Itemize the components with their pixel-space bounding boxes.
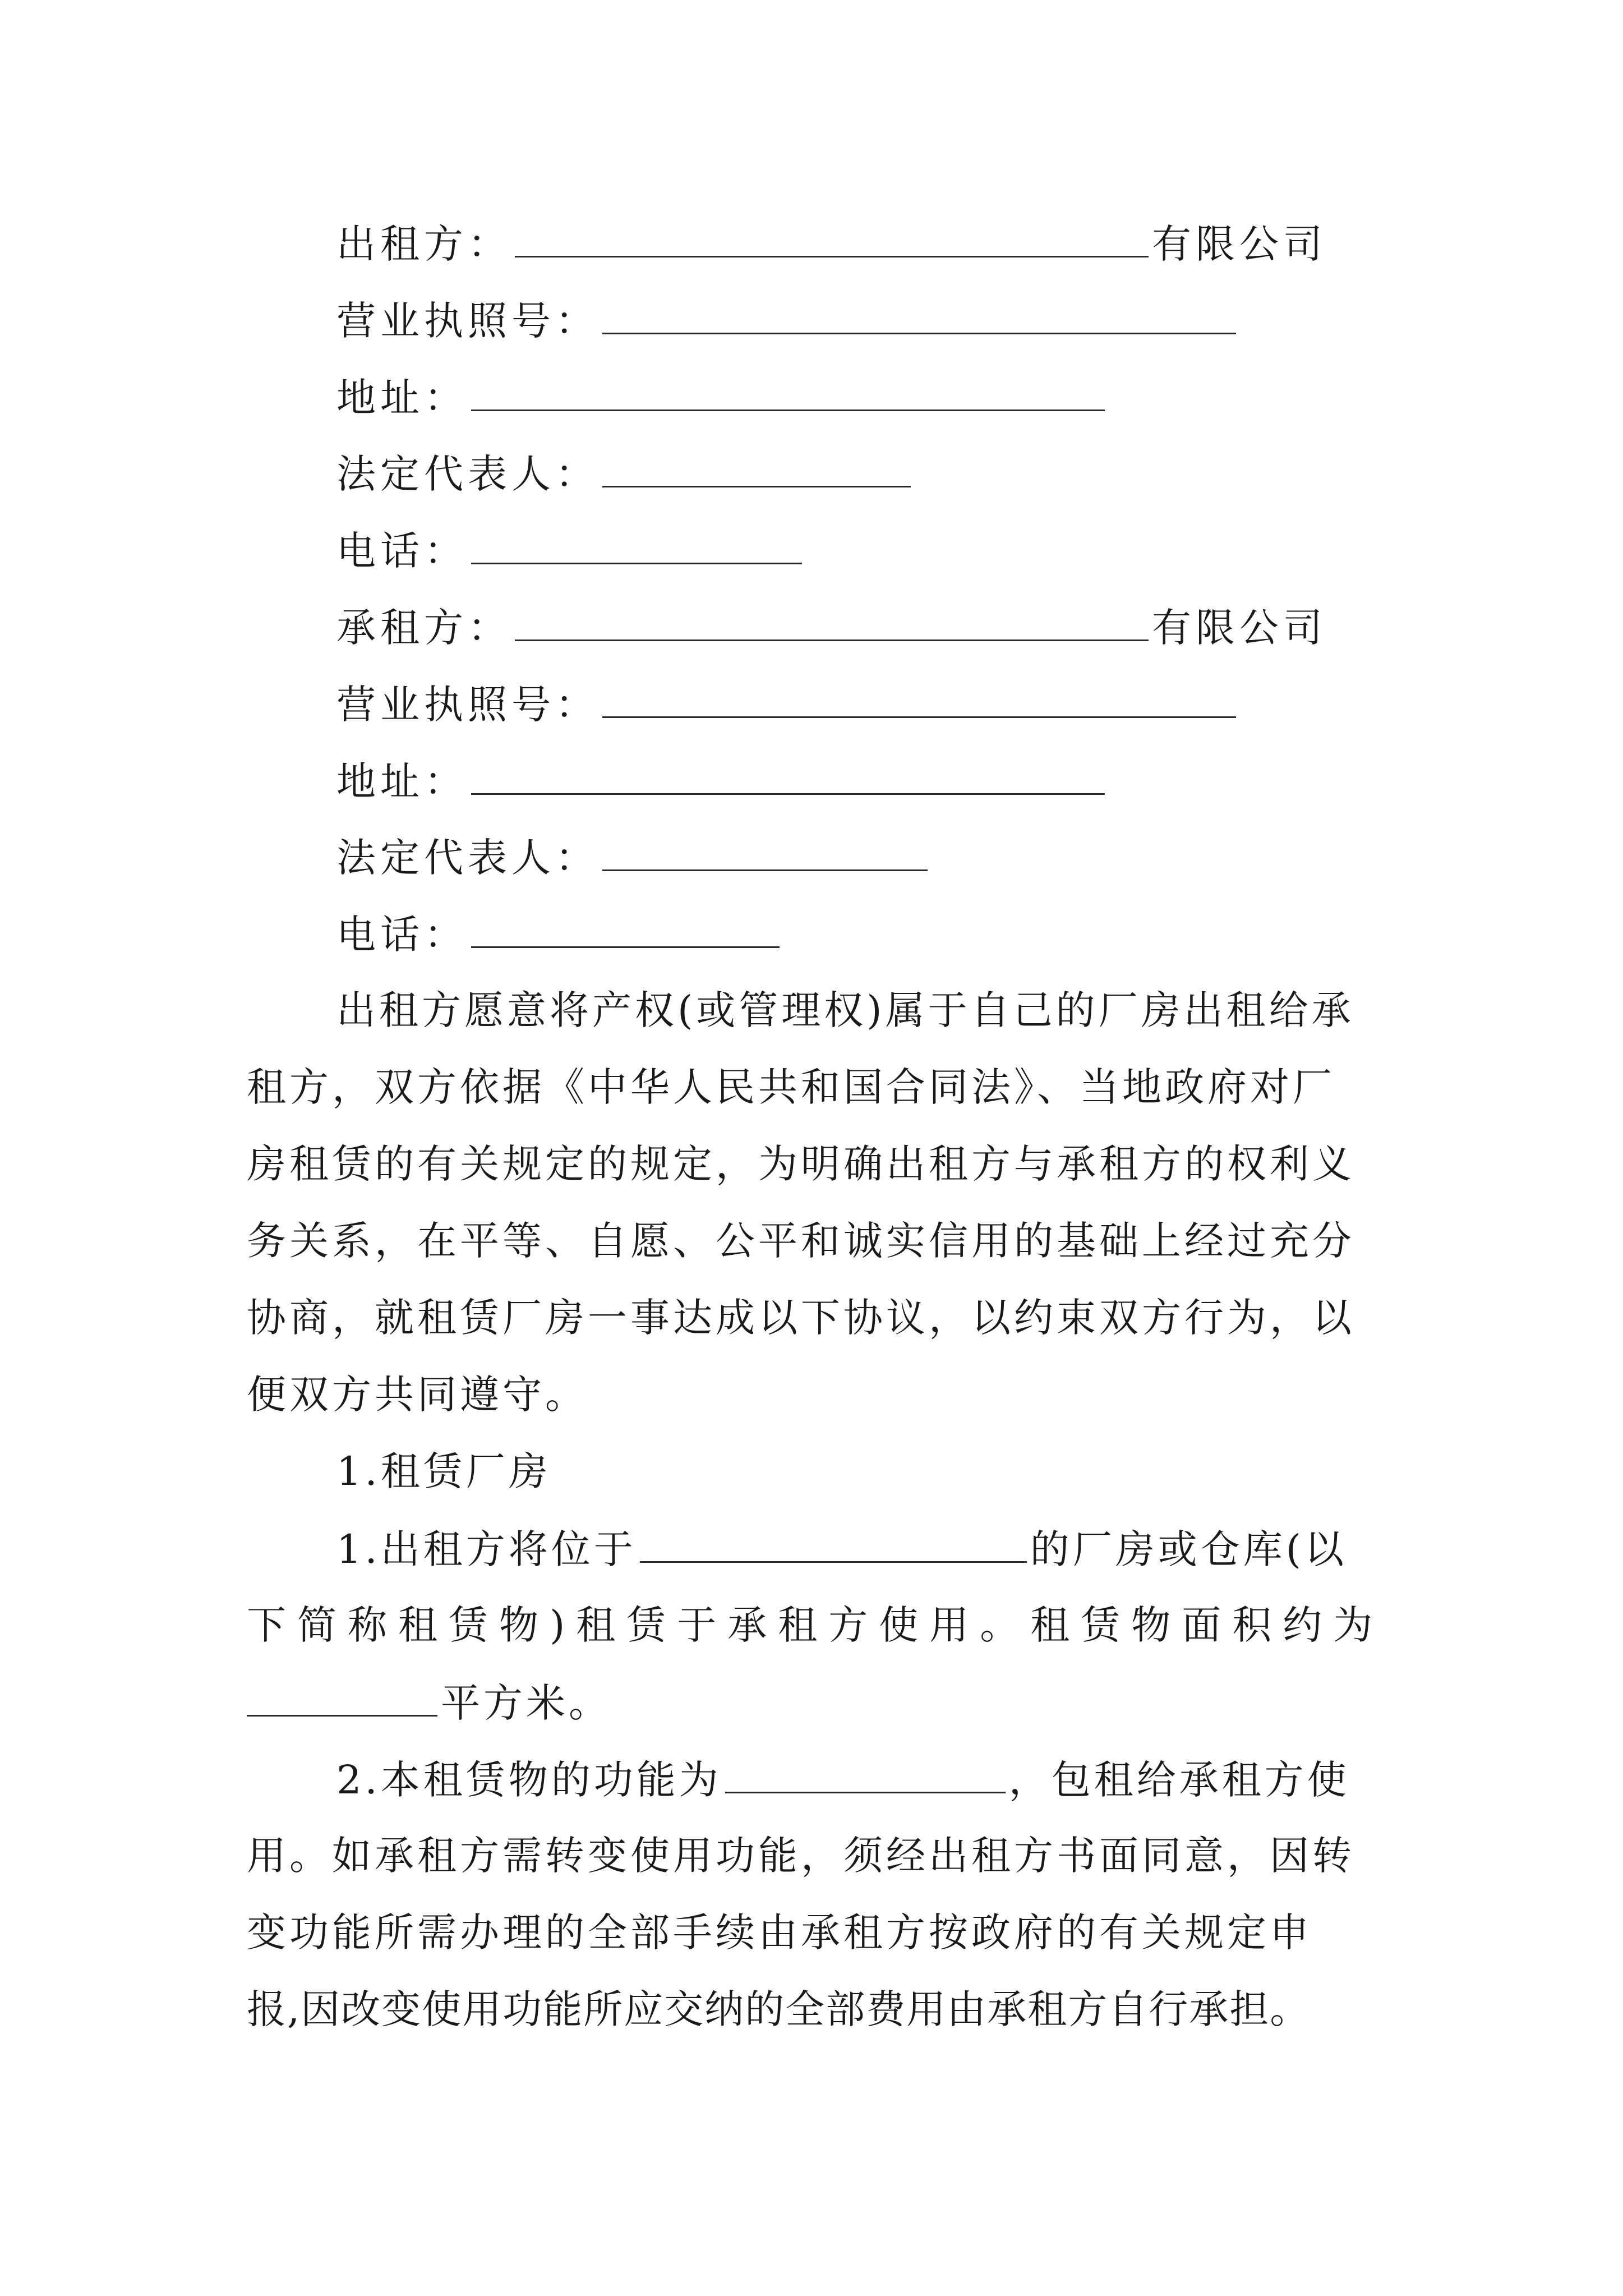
intro-line-2: 租方，双方依据《中华人民共和国合同法》、当地政府对厂 [247, 1064, 1335, 1110]
item-1-line-1 [336, 1526, 1348, 1572]
intro-line-3: 房租赁的有关规定的规定，为明确出租方与承租方的权利义 [247, 1141, 1355, 1187]
item-1-area-unit: 平方米。 [441, 1680, 611, 1726]
item-1-area-field[interactable] [247, 1682, 437, 1717]
lessee-rep-label: 法定代表人： [336, 835, 599, 881]
lessee-address-row [336, 758, 1108, 804]
lessee-suffix: 有限公司 [1152, 605, 1327, 651]
lessor-address-label: 地址： [336, 375, 468, 421]
item-2-prefix: 2.本租赁物的功能为 [336, 1757, 722, 1803]
item-1-location-field[interactable] [640, 1529, 1027, 1563]
lessor-phone-label: 电话： [336, 528, 468, 574]
lessee-license-field[interactable] [602, 684, 1236, 718]
item-1-prefix: 1.出租方将位于 [336, 1526, 637, 1572]
lessor-name-field[interactable] [515, 223, 1149, 257]
item-1-line-3 [247, 1680, 611, 1726]
lessee-name-field[interactable] [515, 607, 1149, 641]
item-2-function-field[interactable] [725, 1759, 1006, 1793]
lessee-license-label: 营业执照号： [336, 682, 599, 728]
lessor-license-field[interactable] [602, 300, 1236, 334]
intro-line-1: 出租方愿意将产权(或管理权)属于自己的厂房出租给承 [336, 987, 1354, 1033]
lessee-address-label: 地址： [336, 758, 468, 804]
lessor-license-label: 营业执照号： [336, 298, 599, 344]
lessee-phone-field[interactable] [471, 914, 780, 948]
lessor-rep-field[interactable] [602, 453, 911, 487]
item-2-line-3: 变功能所需办理的全部手续由承租方按政府的有关规定申 [247, 1910, 1312, 1955]
lessee-rep-field[interactable] [602, 837, 928, 871]
item-2-line-1 [336, 1757, 1350, 1803]
item-2-suffix: ，包租给承租方使 [1008, 1757, 1350, 1803]
item-1-line-2: 下简称租赁物)租赁于承租方使用。租赁物面积约为 [247, 1602, 1384, 1648]
lessor-rep-label: 法定代表人： [336, 451, 599, 497]
lessee-license-row [336, 682, 1239, 728]
lessee-address-field[interactable] [471, 761, 1105, 795]
lessee-phone-label: 电话： [336, 912, 468, 958]
lessor-address-row [336, 375, 1108, 421]
lessor-phone-field[interactable] [471, 530, 802, 564]
lessee-label: 承租方： [336, 605, 511, 651]
item-2-line-4: 报,因改变使用功能所应交纳的全部费用由承租方自行承担。 [247, 1986, 1311, 2032]
intro-line-4: 务关系，在平等、自愿、公平和诚实信用的基础上经过充分 [247, 1218, 1355, 1264]
lessor-suffix: 有限公司 [1152, 221, 1327, 267]
lessee-phone-row [336, 912, 783, 958]
intro-line-6: 便双方共同遵守。 [247, 1372, 588, 1418]
lessor-phone-row [336, 528, 805, 574]
lessor-license-row [336, 298, 1239, 344]
section-1-heading: 1.租赁厂房 [336, 1448, 551, 1494]
lessor-label: 出租方： [336, 221, 511, 267]
item-1-suffix: 的厂房或仓库(以 [1030, 1526, 1348, 1572]
lessor-address-field[interactable] [471, 377, 1105, 411]
lessee-rep-row [336, 835, 931, 881]
intro-line-5: 协商，就租赁厂房一事达成以下协议，以约束双方行为，以 [247, 1295, 1355, 1341]
lessor-rep-row [336, 451, 914, 497]
lessor-name-row [336, 221, 1327, 267]
lessee-name-row [336, 605, 1327, 651]
item-2-line-2: 用。如承租方需转变使用功能，须经出租方书面同意，因转 [247, 1833, 1355, 1879]
